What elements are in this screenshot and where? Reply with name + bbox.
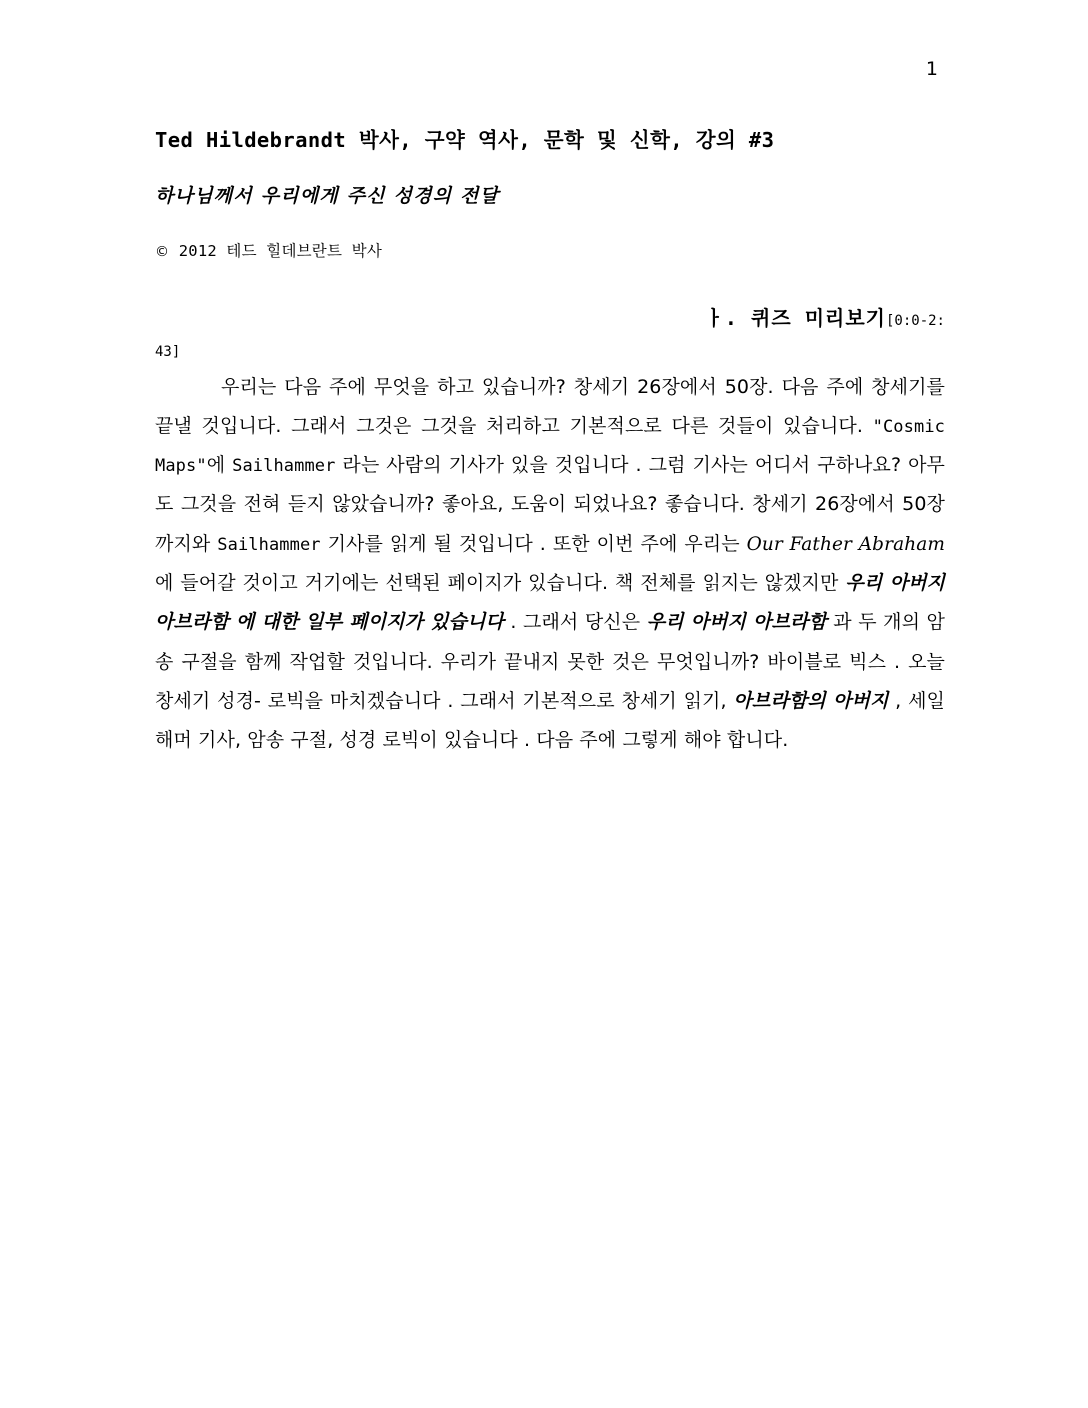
document-subtitle: 하나님께서 우리에게 주신 성경의 전달 bbox=[155, 184, 500, 207]
section-timecode-tail: 43] bbox=[155, 343, 181, 360]
copyright-line bbox=[155, 240, 945, 263]
cosmic-maps-title: "Cosmic Maps" bbox=[155, 416, 945, 477]
paragraph-part-6: . 그래서 당신은 bbox=[503, 611, 647, 634]
sailhammer-name-2: Sailhammer bbox=[217, 534, 321, 555]
paragraph-part-3: 라는 사람의 기사가 있을 것입니다 . 그럼 기사는 어디서 구하나요? 아무도 그것을 전혀 듣지 않았습니까? 좋아요, 도움이 되었나요? 좋습니다. 창세기 26장에서 50장까지와 bbox=[155, 454, 946, 555]
paragraph-part-7: 과 두 개의 암송 구절을 함께 작업할 것입니다. 우리가 끝내지 못한 것은 무엇입니까? 바이블로 빅스 . 오늘 창세기 성경- 로빅을 마치겠습니다 . 그래서 기본적으로 창세기 읽기, bbox=[155, 611, 945, 713]
page-number: 1 bbox=[925, 58, 938, 80]
body-paragraph bbox=[155, 368, 945, 761]
copyright-symbol: © bbox=[155, 244, 170, 261]
paragraph-part-8: , 세일해머 기사, 암송 구절, 성경 로빅이 있습니다 . 다음 주에 그렇게 해야 합니다. bbox=[155, 690, 945, 752]
paragraph-part-5: 에 들어갈 것이고 거기에는 선택된 페이지가 있습니다. 책 전체를 읽지는 않겠지만 bbox=[155, 572, 846, 595]
our-father-abraham-title-kr-1: 우리 아버지 아브라함 에 대한 일부 페이지가 있습니다 bbox=[155, 572, 945, 634]
section-heading bbox=[155, 298, 945, 338]
copyright-text: 2012 테드 힐데브란트 박사 bbox=[178, 242, 383, 261]
document-title: Ted Hildebrandt 박사, 구약 역사, 문학 및 신학, 강의 #3 bbox=[155, 128, 775, 152]
paragraph-part-1: 우리는 다음 주에 무엇을 하고 있습니까? 창세기 26장에서 50장. 다음 주에 창세기를 끝낼 것입니다. 그래서 그것은 그것을 처리하고 기본적으로 다른 것들이 있습니다. bbox=[155, 375, 945, 437]
sailhammer-name-1: Sailhammer bbox=[232, 456, 336, 477]
our-father-abraham-title-en: Our Father Abraham bbox=[746, 533, 945, 555]
our-father-abraham-title-kr-2: 우리 아버지 아브라함 bbox=[646, 611, 827, 634]
paragraph-part-2: 에 bbox=[206, 454, 233, 477]
section-heading-label: ㅏ. 퀴즈 미리보기 bbox=[704, 305, 886, 330]
section-timecode-head: [0:0-2: bbox=[885, 312, 945, 329]
abraham-father-title: 아브라함의 아버지 bbox=[733, 690, 889, 713]
document-content bbox=[155, 125, 945, 761]
paragraph-part-4: 기사를 읽게 될 것입니다 . 또한 이번 주에 우리는 bbox=[320, 532, 747, 555]
